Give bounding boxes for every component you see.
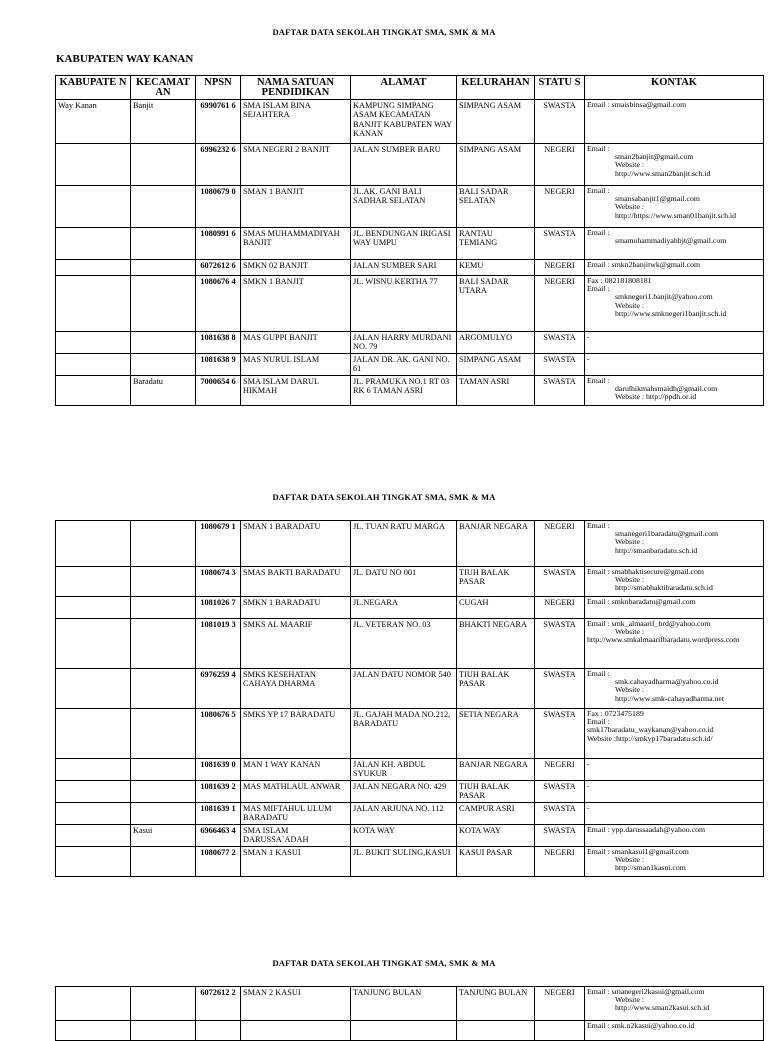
npsn-cell: 6996232 6 bbox=[196, 144, 241, 186]
table-row bbox=[56, 186, 764, 228]
kontak-line: smansabanjit1@gmail.com bbox=[615, 194, 700, 204]
status-cell: SWASTA bbox=[535, 376, 585, 406]
table-row bbox=[56, 709, 764, 759]
kontak-line: Website : bbox=[615, 995, 645, 1005]
alamat-cell: JALAN DR. AK. GANI NO. 61 bbox=[351, 354, 457, 376]
kelurahan-cell: TAMAN ASRI bbox=[457, 376, 535, 406]
npsn-cell: 7000654 6 bbox=[196, 376, 241, 406]
nama-cell: MAS MIFTAHUL ULUM BARADATU bbox=[241, 803, 351, 825]
kecamatan-cell: Baradatu bbox=[131, 376, 196, 406]
kontak-line: smk.cahayadharma@yahoo.co.id bbox=[615, 677, 719, 687]
kontak-line: Email : smk.n2kasui@yahoo.co.id bbox=[587, 1021, 695, 1030]
alamat-cell: JALAN HARRY MURDANI NO. 79 bbox=[351, 332, 457, 354]
nama-cell: SMAS MUHAMMADIYAH BANJIT bbox=[241, 228, 351, 260]
kontak-line: Website : bbox=[615, 537, 645, 547]
kontak-cell bbox=[585, 567, 764, 597]
kabupaten-cell bbox=[56, 186, 131, 228]
alamat-cell: JL. GAJAH MADA NO.212, BARADATU bbox=[351, 709, 457, 759]
kecamatan-cell bbox=[131, 228, 196, 260]
table-row bbox=[56, 987, 764, 1021]
kelurahan-cell: SETIA NEGARA bbox=[457, 709, 535, 759]
nama-cell: SMA ISLAM DARUL HIKMAH bbox=[241, 376, 351, 406]
table-row bbox=[56, 781, 764, 803]
kontak-line: - bbox=[587, 803, 590, 812]
kecamatan-cell bbox=[131, 332, 196, 354]
kecamatan-cell bbox=[131, 186, 196, 228]
npsn-cell: 6072612 2 bbox=[196, 987, 241, 1021]
npsn-cell: 1081638 9 bbox=[196, 354, 241, 376]
kelurahan-cell: KOTA WAY bbox=[457, 825, 535, 847]
nama-cell: SMKN 1 BARADATU bbox=[241, 597, 351, 619]
kecamatan-cell bbox=[131, 260, 196, 276]
status-cell: SWASTA bbox=[535, 354, 585, 376]
kontak-line: Email : smknbaradatu@gmail.com bbox=[587, 597, 696, 606]
kecamatan-cell bbox=[131, 354, 196, 376]
status-cell: SWASTA bbox=[535, 100, 585, 144]
kelurahan-cell: BANJAR NEGARA bbox=[457, 521, 535, 567]
alamat-cell: JL. BENDUNGAN IRIGASI WAY UMPU bbox=[351, 228, 457, 260]
kontak-line: Fax : 0723475189 bbox=[587, 709, 644, 718]
kabupaten-cell bbox=[56, 228, 131, 260]
header-cell: ALAMAT bbox=[351, 76, 457, 100]
kontak-line: Website : bbox=[615, 202, 645, 212]
header-cell: NPSN bbox=[196, 76, 241, 100]
npsn-cell: 6072612 6 bbox=[196, 260, 241, 276]
alamat-cell: JL. DATU NO 001 bbox=[351, 567, 457, 597]
kelurahan-cell: SIMPANG ASAM bbox=[457, 144, 535, 186]
alamat-cell: JL. WISNU KERTHA 77 bbox=[351, 276, 457, 332]
alamat-cell: JL. BUKIT SULING,KASUI bbox=[351, 847, 457, 877]
nama-cell: MAS MATHLAUL ANWAR bbox=[241, 781, 351, 803]
alamat-cell: JALAN DATU NOMOR 540 bbox=[351, 669, 457, 709]
nama-cell: SMAN 1 KASUI bbox=[241, 847, 351, 877]
alamat-cell: JL.NEGARA bbox=[351, 597, 457, 619]
kontak-line: Email : ypp.darussaadah@yahoo.com bbox=[587, 825, 706, 834]
kecamatan-cell: Kasui bbox=[131, 825, 196, 847]
alamat-cell: JALAN NEGARA NO. 429 bbox=[351, 781, 457, 803]
nama-cell: SMAN 2 KASUI bbox=[241, 987, 351, 1021]
page-title-1: DAFTAR DATA SEKOLAH TINGKAT SMA, SMK & MA bbox=[272, 27, 496, 37]
status-cell: SWASTA bbox=[535, 709, 585, 759]
npsn-cell: 1080676 4 bbox=[196, 276, 241, 332]
table-row bbox=[56, 144, 764, 186]
kontak-line: smknegeri1.banjit@yahoo.com bbox=[615, 292, 713, 302]
kontak-line: http://https://www.sman01banjit.sch.id bbox=[615, 210, 736, 220]
kabupaten-cell bbox=[56, 709, 131, 759]
school-table-3 bbox=[55, 986, 764, 1041]
alamat-cell: JL. VETERAN NO. 03 bbox=[351, 619, 457, 669]
status-cell: NEGERI bbox=[535, 276, 585, 332]
status-cell: NEGERI bbox=[535, 260, 585, 276]
table-row bbox=[56, 619, 764, 669]
npsn-cell: 1081019 3 bbox=[196, 619, 241, 669]
alamat-cell: JALAN SUMBER BARU bbox=[351, 144, 457, 186]
kontak-cell bbox=[585, 276, 764, 332]
npsn-cell: 1081639 2 bbox=[196, 781, 241, 803]
kabupaten-cell bbox=[56, 987, 131, 1021]
kontak-line: http://sman1kasui.com bbox=[615, 863, 686, 873]
kontak-cell bbox=[585, 619, 764, 669]
header-cell: KELURAHAN bbox=[457, 76, 535, 100]
npsn-cell: 1081026 7 bbox=[196, 597, 241, 619]
kecamatan-cell bbox=[131, 521, 196, 567]
school-table-2 bbox=[55, 520, 764, 877]
school-table-1 bbox=[55, 75, 764, 406]
npsn-cell: 1080679 1 bbox=[196, 521, 241, 567]
kontak-line: Fax : 082181808181 bbox=[587, 276, 652, 285]
kontak-line: Website : bbox=[615, 685, 645, 695]
kabupaten-cell bbox=[56, 759, 131, 781]
table-row bbox=[56, 354, 764, 376]
alamat-cell: JALAN ARJUNA NO. 112 bbox=[351, 803, 457, 825]
npsn-cell: 6976259 4 bbox=[196, 669, 241, 709]
status-cell: SWASTA bbox=[535, 228, 585, 260]
region-heading: KABUPATEN WAY KANAN bbox=[56, 53, 194, 65]
nama-cell: SMAS BAKTI BARADATU bbox=[241, 567, 351, 597]
kontak-line: - bbox=[587, 332, 590, 341]
kabupaten-cell bbox=[56, 260, 131, 276]
kabupaten-cell bbox=[56, 803, 131, 825]
kecamatan-cell bbox=[131, 803, 196, 825]
alamat-cell: JL. TUAN RATU MARGA bbox=[351, 521, 457, 567]
kontak-cell bbox=[585, 669, 764, 709]
kontak-cell bbox=[585, 376, 764, 406]
kontak-line: Email : bbox=[587, 284, 610, 294]
kontak-cell bbox=[585, 332, 764, 354]
kabupaten-cell bbox=[56, 332, 131, 354]
status-cell: NEGERI bbox=[535, 759, 585, 781]
kabupaten-cell bbox=[56, 567, 131, 597]
table-row bbox=[56, 332, 764, 354]
kabupaten-cell bbox=[56, 781, 131, 803]
alamat-cell: JL. PRAMUKA NO.1 RT 03 RK 6 TAMAN ASRI bbox=[351, 376, 457, 406]
npsn-cell: 6966463 4 bbox=[196, 825, 241, 847]
kecamatan-cell bbox=[131, 669, 196, 709]
kelurahan-cell: BANJAR NEGARA bbox=[457, 759, 535, 781]
kontak-line: Email : bbox=[587, 144, 610, 153]
kelurahan-cell: BALI SADAR UTARA bbox=[457, 276, 535, 332]
kelurahan-cell: TIUH BALAK PASAR bbox=[457, 669, 535, 709]
kecamatan-cell bbox=[131, 597, 196, 619]
kecamatan-cell bbox=[131, 619, 196, 669]
page-title-3: DAFTAR DATA SEKOLAH TINGKAT SMA, SMK & MA bbox=[272, 958, 496, 968]
kontak-cell bbox=[585, 521, 764, 567]
kontak-line: Email : smanegeri2kasui@gmail.com bbox=[587, 987, 705, 996]
header-cell: NAMA SATUAN PENDIDIKAN bbox=[241, 76, 351, 100]
kontak-line: Website : bbox=[615, 300, 645, 310]
header-cell: KABUPATE N bbox=[56, 76, 131, 100]
status-cell: NEGERI bbox=[535, 144, 585, 186]
status-cell: SWASTA bbox=[535, 619, 585, 669]
kontak-line: Email : bbox=[587, 669, 610, 678]
table-row bbox=[56, 597, 764, 619]
kelurahan-cell: KEMU bbox=[457, 260, 535, 276]
alamat-cell: KAMPUNG SIMPANG ASAM KECAMATAN BANJIT KABUPATEN WAY KANAN bbox=[351, 100, 457, 144]
kontak-line: darulhikmahsmaidh@gmail.com bbox=[615, 384, 718, 394]
status-cell: NEGERI bbox=[535, 987, 585, 1021]
kontak-cell bbox=[585, 781, 764, 803]
kabupaten-cell bbox=[56, 521, 131, 567]
nama-cell: SMA NEGERI 2 BANJIT bbox=[241, 144, 351, 186]
kelurahan-cell: BHAKTI NEGARA bbox=[457, 619, 535, 669]
nama-cell: MAS GUPPI BANJIT bbox=[241, 332, 351, 354]
status-cell: SWASTA bbox=[535, 825, 585, 847]
kelurahan-cell: SIMPANG ASAM bbox=[457, 354, 535, 376]
kontak-cell bbox=[585, 759, 764, 781]
table-row bbox=[56, 228, 764, 260]
kelurahan-cell: TIUH BALAK PASAR bbox=[457, 567, 535, 597]
status-cell: SWASTA bbox=[535, 803, 585, 825]
nama-cell: MAN 1 WAY KANAN bbox=[241, 759, 351, 781]
npsn-cell: 1081638 8 bbox=[196, 332, 241, 354]
kontak-cell bbox=[585, 709, 764, 759]
kontak-line: http://www.sman2kasui.sch.id bbox=[615, 1003, 710, 1013]
kabupaten-cell bbox=[56, 376, 131, 406]
kontak-line: Website : bbox=[615, 575, 645, 585]
table-row bbox=[56, 669, 764, 709]
kontak-cell bbox=[585, 144, 764, 186]
kelurahan-cell: TIUH BALAK PASAR bbox=[457, 781, 535, 803]
kecamatan-cell bbox=[131, 709, 196, 759]
nama-cell: MAS NURUL ISLAM bbox=[241, 354, 351, 376]
kontak-line: Website : http://ppdh.or.id bbox=[615, 392, 697, 402]
kontak-cell bbox=[585, 987, 764, 1021]
nama-cell: SMA ISLAM DARUSSA`ADAH bbox=[241, 825, 351, 847]
kabupaten-cell: Way Kanan bbox=[56, 100, 131, 144]
kontak-line: Website : bbox=[615, 627, 645, 637]
kelurahan-cell: CUGAH bbox=[457, 597, 535, 619]
kelurahan-cell: SIMPANG ASAM bbox=[457, 100, 535, 144]
status-cell: NEGERI bbox=[535, 597, 585, 619]
nama-cell: SMKS YP 17 BARADATU bbox=[241, 709, 351, 759]
alamat-cell: JALAN KH. ABDUL SYUKUR bbox=[351, 759, 457, 781]
kelurahan-cell: CAMPUR ASRI bbox=[457, 803, 535, 825]
kontak-line: Email : smabhaktisecure@gmail.com bbox=[587, 567, 704, 576]
alamat-cell: TANJUNG BULAN bbox=[351, 987, 457, 1021]
table-row bbox=[56, 260, 764, 276]
kontak-line: Website :http://smkyp17baradatu.sch.id/ bbox=[587, 733, 713, 743]
npsn-cell: 1081639 1 bbox=[196, 803, 241, 825]
kontak-line: Email : smkn2banjitwk@gmail.com bbox=[587, 260, 701, 269]
kontak-line: http://smabhaktibaradatu.sch.id bbox=[615, 583, 713, 593]
kontak-line: smk17baradatu_waykanan@yahoo.co.id bbox=[587, 725, 714, 735]
nama-cell: SMAN 1 BANJIT bbox=[241, 186, 351, 228]
kabupaten-cell bbox=[56, 619, 131, 669]
status-cell: NEGERI bbox=[535, 186, 585, 228]
table-row bbox=[56, 521, 764, 567]
kontak-cell bbox=[585, 186, 764, 228]
kelurahan-cell: RANTAU TEMIANG bbox=[457, 228, 535, 260]
npsn-cell: 6990761 6 bbox=[196, 100, 241, 144]
kontak-cell bbox=[585, 825, 764, 847]
header-cell: KECAMAT AN bbox=[131, 76, 196, 100]
alamat-cell: JL.AK. GANI BALI SADHAR SELATAN bbox=[351, 186, 457, 228]
kecamatan-cell bbox=[131, 144, 196, 186]
table-row bbox=[56, 567, 764, 597]
kontak-line: Email : bbox=[587, 521, 610, 530]
header-row bbox=[56, 76, 764, 100]
kontak-cell bbox=[585, 260, 764, 276]
kontak-cell bbox=[585, 803, 764, 825]
kontak-line: Email : bbox=[587, 186, 610, 195]
kontak-line: Website : bbox=[615, 160, 645, 170]
table-row bbox=[56, 276, 764, 332]
nama-cell: SMA ISLAM BINA SEJAHTERA bbox=[241, 100, 351, 144]
kontak-line: - bbox=[587, 354, 590, 363]
status-cell: NEGERI bbox=[535, 521, 585, 567]
kontak-line: Email : bbox=[587, 717, 610, 727]
kontak-line: smanegeri1baradatu@gmail.com bbox=[615, 529, 719, 539]
nama-cell: SMKS KESEHATAN CAHAYA DHARMA bbox=[241, 669, 351, 709]
kontak-cell bbox=[585, 228, 764, 260]
kecamatan-cell bbox=[131, 987, 196, 1021]
kontak-line: http://www.smkalmaarifbaradatu.wordpress.com bbox=[587, 635, 740, 645]
status-cell: SWASTA bbox=[535, 567, 585, 597]
table-row bbox=[56, 759, 764, 781]
kabupaten-cell bbox=[56, 354, 131, 376]
kelurahan-cell: BALI SADAR SELATAN bbox=[457, 186, 535, 228]
npsn-cell: 1080674 3 bbox=[196, 567, 241, 597]
table-row bbox=[56, 847, 764, 877]
kontak-line: http://www.smknegeri1banjit.sch.id bbox=[615, 308, 727, 318]
kecamatan-cell bbox=[131, 781, 196, 803]
nama-cell: SMKN 02 BANJIT bbox=[241, 260, 351, 276]
nama-cell: SMAN 1 BARADATU bbox=[241, 521, 351, 567]
kontak-line: Email : smankasui1@gmail.com bbox=[587, 847, 689, 856]
kabupaten-cell bbox=[56, 276, 131, 332]
kontak-line: - bbox=[587, 759, 590, 768]
kelurahan-cell: ARGOMULYO bbox=[457, 332, 535, 354]
table-row bbox=[56, 803, 764, 825]
kontak-line: http://www.smk-cahayadharma.net bbox=[615, 693, 725, 703]
kabupaten-cell bbox=[56, 669, 131, 709]
kontak-cell bbox=[585, 100, 764, 144]
kecamatan-cell bbox=[131, 276, 196, 332]
npsn-cell: 1080677 2 bbox=[196, 847, 241, 877]
npsn-cell: 1080676 5 bbox=[196, 709, 241, 759]
kontak-line: Email : smk_almaarif_brd@yahoo.com bbox=[587, 619, 711, 628]
kabupaten-cell bbox=[56, 847, 131, 877]
npsn-cell: 1080679 0 bbox=[196, 186, 241, 228]
table-row bbox=[56, 100, 764, 144]
alamat-cell: KOTA WAY bbox=[351, 825, 457, 847]
kontak-line: Email : bbox=[587, 376, 610, 385]
kontak-line: http://www.sman2banjit.sch.id bbox=[615, 168, 711, 178]
kontak-line: sman2banjit@gmail.com bbox=[615, 152, 694, 162]
kontak-line: Email : bbox=[587, 228, 610, 237]
nama-cell: SMKS AL MAARIF bbox=[241, 619, 351, 669]
kecamatan-cell bbox=[131, 759, 196, 781]
kelurahan-cell: TANJUNG BULAN bbox=[457, 987, 535, 1021]
kabupaten-cell bbox=[56, 597, 131, 619]
header-cell: KONTAK bbox=[585, 76, 764, 100]
status-cell: SWASTA bbox=[535, 669, 585, 709]
status-cell: NEGERI bbox=[535, 847, 585, 877]
kecamatan-cell bbox=[131, 847, 196, 877]
table-row bbox=[56, 376, 764, 406]
header-cell: STATU S bbox=[535, 76, 585, 100]
kontak-cell bbox=[585, 354, 764, 376]
kabupaten-cell bbox=[56, 825, 131, 847]
kontak-line: http://smanbaradatu.sch.id bbox=[615, 545, 698, 555]
kontak-cell bbox=[585, 597, 764, 619]
npsn-cell: 1081639 0 bbox=[196, 759, 241, 781]
nama-cell: SMKN 1 BANJIT bbox=[241, 276, 351, 332]
kelurahan-cell: KASUI PASAR bbox=[457, 847, 535, 877]
kontak-line: - bbox=[587, 781, 590, 790]
status-cell: SWASTA bbox=[535, 781, 585, 803]
kecamatan-cell: Banjit bbox=[131, 100, 196, 144]
kabupaten-cell bbox=[56, 144, 131, 186]
kontak-cell bbox=[585, 847, 764, 877]
page-title-2: DAFTAR DATA SEKOLAH TINGKAT SMA, SMK & MA bbox=[272, 492, 496, 502]
table-row bbox=[56, 825, 764, 847]
status-cell: SWASTA bbox=[535, 332, 585, 354]
kontak-line: Website : bbox=[615, 855, 645, 865]
npsn-cell: 1080991 6 bbox=[196, 228, 241, 260]
kecamatan-cell bbox=[131, 567, 196, 597]
alamat-cell: JALAN SUMBER SARI bbox=[351, 260, 457, 276]
kontak-line: smamuhammadiyahbjt@gmail.com bbox=[615, 236, 727, 246]
kontak-line: Email : smaisbinsa@gmail.com bbox=[587, 100, 687, 109]
